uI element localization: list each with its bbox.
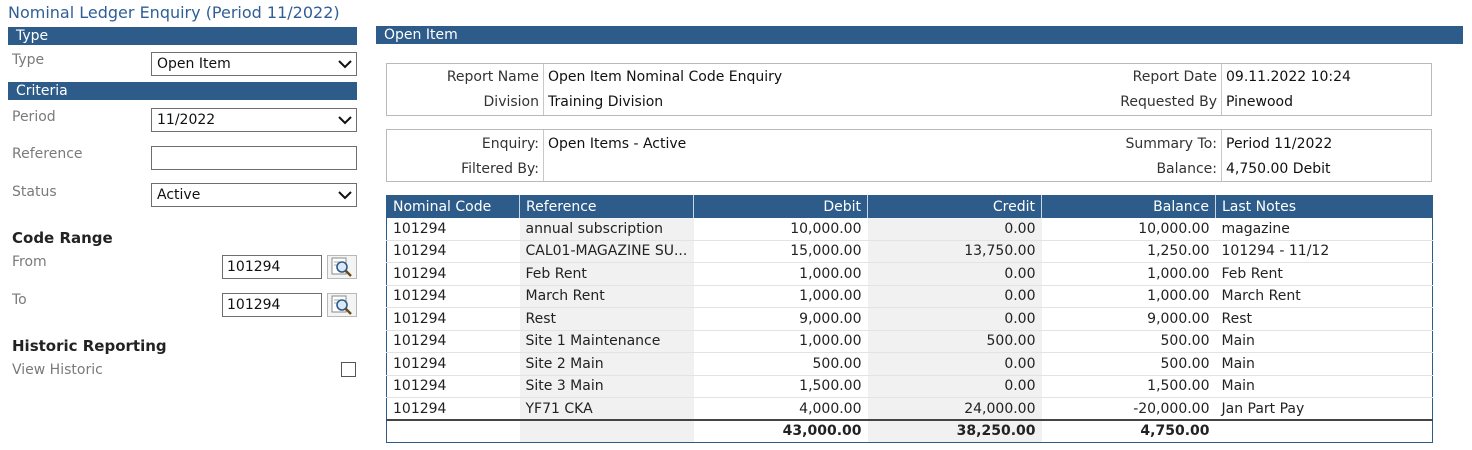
cell-last-notes: Jan Part Pay (1216, 398, 1433, 421)
cell-reference: YF71 CKA (520, 398, 694, 421)
cell-credit: 0.00 (868, 353, 1042, 376)
cell-balance: -20,000.00 (1042, 398, 1216, 421)
table-row[interactable] (387, 285, 1433, 308)
cell-debit: 10,000.00 (694, 218, 868, 241)
cell-balance: 1,000.00 (1042, 285, 1216, 308)
cell-reference: March Rent (520, 285, 694, 308)
magnifier-icon (328, 294, 356, 316)
enquiry-info-box (386, 129, 1432, 182)
cell-balance: 1,250.00 (1042, 240, 1216, 263)
cell-last-notes: magazine (1216, 218, 1433, 241)
view-historic-checkbox[interactable] (341, 362, 356, 377)
reference-label: Reference (12, 146, 83, 162)
cell-nominal-code: 101294 (387, 330, 520, 353)
open-item-section-header: Open Item (376, 26, 1463, 44)
cell-nominal-code: 101294 (387, 353, 520, 376)
cell-debit: 1,000.00 (694, 330, 868, 353)
col-header-balance[interactable]: Balance (1042, 196, 1216, 218)
division-label: Division (483, 94, 539, 110)
criteria-section-header: Criteria (8, 82, 357, 100)
total-empty-cell (520, 420, 694, 442)
requested-by-label: Requested By (1120, 94, 1217, 110)
cell-debit: 9,000.00 (694, 308, 868, 331)
cell-credit: 13,750.00 (868, 240, 1042, 263)
cell-reference: Site 3 Main (520, 375, 694, 398)
type-select-value: Open Item (157, 56, 231, 72)
balance-label: Balance: (1156, 161, 1217, 177)
table-row[interactable] (387, 240, 1433, 263)
code-from-lookup-button[interactable] (327, 255, 357, 279)
report-name-value: Open Item Nominal Code Enquiry (548, 69, 783, 85)
cell-balance: 1,500.00 (1042, 375, 1216, 398)
to-label: To (12, 292, 27, 308)
type-label: Type (12, 52, 45, 68)
totals-row (387, 420, 1433, 442)
col-header-last-notes[interactable]: Last Notes (1216, 196, 1433, 218)
open-items-table (386, 195, 1433, 443)
period-select[interactable] (151, 108, 357, 132)
code-to-input[interactable]: 101294 (222, 293, 322, 317)
cell-debit: 15,000.00 (694, 240, 868, 263)
cell-balance: 500.00 (1042, 353, 1216, 376)
total-balance: 4,750.00 (1042, 420, 1216, 442)
table-row[interactable] (387, 263, 1433, 286)
period-label: Period (12, 109, 56, 125)
cell-debit: 1,000.00 (694, 285, 868, 308)
status-label: Status (12, 184, 57, 200)
cell-nominal-code: 101294 (387, 285, 520, 308)
cell-last-notes: Feb Rent (1216, 263, 1433, 286)
cell-balance: 9,000.00 (1042, 308, 1216, 331)
table-row[interactable] (387, 375, 1433, 398)
table-header-row (387, 196, 1433, 218)
type-select[interactable] (151, 52, 357, 76)
cell-debit: 1,000.00 (694, 263, 868, 286)
table-row[interactable] (387, 218, 1433, 241)
col-header-debit[interactable]: Debit (694, 196, 868, 218)
cell-credit: 0.00 (868, 285, 1042, 308)
period-select-value: 11/2022 (157, 112, 216, 128)
total-empty-cell (387, 420, 520, 442)
cell-debit: 500.00 (694, 353, 868, 376)
cell-credit: 500.00 (868, 330, 1042, 353)
table-row[interactable] (387, 353, 1433, 376)
division-value: Training Division (548, 94, 664, 110)
total-credit: 38,250.00 (868, 420, 1042, 442)
cell-last-notes: Main (1216, 330, 1433, 353)
table-row[interactable] (387, 330, 1433, 353)
cell-balance: 500.00 (1042, 330, 1216, 353)
status-select[interactable] (151, 183, 357, 207)
report-name-label: Report Name (446, 69, 539, 85)
magnifier-icon (328, 256, 356, 278)
report-date-label: Report Date (1132, 69, 1217, 85)
table-row[interactable] (387, 398, 1433, 421)
cell-credit: 0.00 (868, 375, 1042, 398)
cell-credit: 0.00 (868, 308, 1042, 331)
cell-reference: Rest (520, 308, 694, 331)
type-section-header: Type (8, 27, 357, 45)
cell-credit: 0.00 (868, 263, 1042, 286)
summary-to-value: Period 11/2022 (1226, 136, 1333, 152)
cell-last-notes: Main (1216, 375, 1433, 398)
status-select-value: Active (157, 187, 201, 203)
summary-to-label: Summary To: (1125, 136, 1217, 152)
cell-credit: 0.00 (868, 218, 1042, 241)
chevron-down-icon (337, 111, 353, 129)
col-header-nominal-code[interactable]: Nominal Code (387, 196, 520, 218)
cell-nominal-code: 101294 (387, 375, 520, 398)
cell-last-notes: Main (1216, 353, 1433, 376)
cell-reference: annual subscription (520, 218, 694, 241)
cell-balance: 10,000.00 (1042, 218, 1216, 241)
cell-nominal-code: 101294 (387, 308, 520, 331)
reference-input[interactable] (151, 146, 357, 170)
enquiry-label: Enquiry: (481, 136, 539, 152)
col-header-credit[interactable]: Credit (868, 196, 1042, 218)
col-header-reference[interactable]: Reference (520, 196, 694, 218)
cell-nominal-code: 101294 (387, 218, 520, 241)
cell-balance: 1,000.00 (1042, 263, 1216, 286)
historic-reporting-title: Historic Reporting (12, 337, 167, 355)
total-debit: 43,000.00 (694, 420, 868, 442)
chevron-down-icon (337, 186, 353, 204)
view-historic-label: View Historic (12, 362, 103, 378)
cell-last-notes: Rest (1216, 308, 1433, 331)
cell-reference: Site 2 Main (520, 353, 694, 376)
cell-debit: 1,500.00 (694, 375, 868, 398)
code-to-lookup-button[interactable] (327, 293, 357, 317)
cell-reference: CAL01-MAGAZINE SU... (520, 240, 694, 263)
cell-nominal-code: 101294 (387, 398, 520, 421)
cell-credit: 24,000.00 (868, 398, 1042, 421)
chevron-down-icon (337, 55, 353, 73)
table-row[interactable] (387, 308, 1433, 331)
from-label: From (12, 254, 47, 270)
code-range-title: Code Range (12, 229, 113, 247)
enquiry-value: Open Items - Active (548, 136, 687, 152)
page-title: Nominal Ledger Enquiry (Period 11/2022) (8, 3, 340, 22)
report-date-value: 09.11.2022 10:24 (1226, 69, 1351, 85)
cell-nominal-code: 101294 (387, 263, 520, 286)
cell-debit: 4,000.00 (694, 398, 868, 421)
total-empty-cell (1216, 420, 1433, 442)
cell-last-notes: 101294 - 11/12 (1216, 240, 1433, 263)
cell-last-notes: March Rent (1216, 285, 1433, 308)
filtered-by-label: Filtered By: (461, 161, 539, 177)
cell-reference: Feb Rent (520, 263, 694, 286)
requested-by-value: Pinewood (1226, 94, 1293, 110)
report-info-box (386, 63, 1432, 116)
cell-nominal-code: 101294 (387, 240, 520, 263)
balance-value: 4,750.00 Debit (1226, 161, 1331, 177)
code-from-input[interactable]: 101294 (222, 255, 322, 279)
cell-reference: Site 1 Maintenance (520, 330, 694, 353)
